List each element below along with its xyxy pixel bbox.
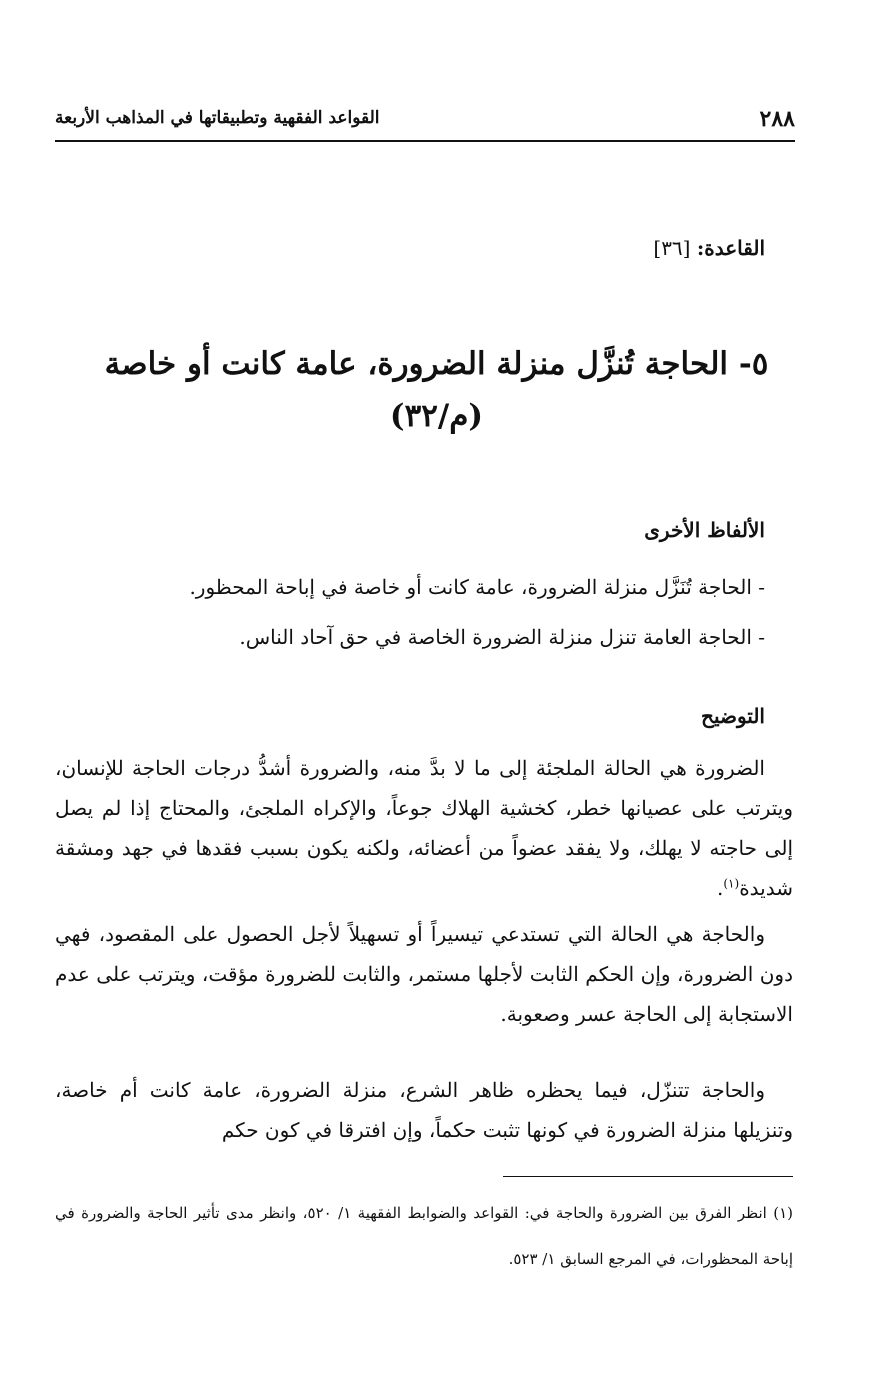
- rule-title-line2: (م/٣٢): [389, 398, 484, 434]
- book-title: القواعد الفقهية وتطبيقاتها في المذاهب الأربعة: [55, 108, 380, 128]
- rule-title-line1: ٥- الحاجة تُنزَّل منزلة الضرورة، عامة كانت أو خاصة: [104, 346, 769, 382]
- explanation-heading: التوضيح: [701, 704, 765, 728]
- list-item: - الحاجة تُنَزَّل منزلة الضرورة، عامة كانت أو خاصة في إباحة المحظور.: [189, 575, 765, 599]
- running-header: [55, 100, 795, 142]
- rule-number: [٣٦]: [653, 236, 691, 260]
- explanation-paragraph-3: والحاجة تتنزّل، فيما يحظره ظاهر الشرع، منزلة الضرورة، عامة كانت أم خاصة، وتنزيلها منزلة الضرورة في كونها تثبت حكماً، وإن افترقا في كون حكم: [55, 1078, 793, 1142]
- footnote-divider: [503, 1176, 793, 1177]
- explanation-paragraph-1: [55, 748, 793, 908]
- footnote-reference: (١): [723, 876, 740, 891]
- explanation-paragraph-2: والحاجة هي الحالة التي تستدعي تيسيراً أو تسهيلاً لأجل الحصول على المقصود، فهي دون الضرورة، وإن الحكم الثابت لأجلها مستمر، والثابت للضرورة مؤقت، ويترتب على عدم الاستجابة إلى الحاجة عسر وصعوبة.: [55, 922, 793, 1026]
- footnote: (١) انظر الفرق بين الضرورة والحاجة في: القواعد والضوابط الفقهية ١/ ٥٢٠، وانظر مدى تأثير الحاجة والضرورة في إباحة المحظورات، في المرجع السابق ١/ ٥٢٣.: [55, 1204, 793, 1268]
- paragraph-text: الضرورة هي الحالة الملجئة إلى ما لا بدَّ منه، والضرورة أشدُّ درجات الحاجة للإنسان، ويترتب على عصيانها خطر، كخشية الهلاك جوعاً، والإكراه الملجئ، والمحتاج إذا لم يصل إلى حاجته لا يهلك، ولا يفقد عضواً من أعضائه، ولكنه يكون بسبب فقدها في جهد ومشقة شديدة: [55, 756, 793, 900]
- other-wordings-list: [80, 562, 765, 662]
- other-wordings-heading: الألفاظ الأخرى: [644, 518, 765, 542]
- paragraph-end: .: [717, 876, 724, 900]
- page-number: ٢٨٨: [759, 106, 795, 132]
- rule-title: [60, 338, 813, 442]
- rule-label: القاعدة:: [696, 236, 765, 260]
- list-item: - الحاجة العامة تنزل منزلة الضرورة الخاصة في حق آحاد الناس.: [239, 625, 765, 649]
- rule-number-line: [653, 236, 765, 260]
